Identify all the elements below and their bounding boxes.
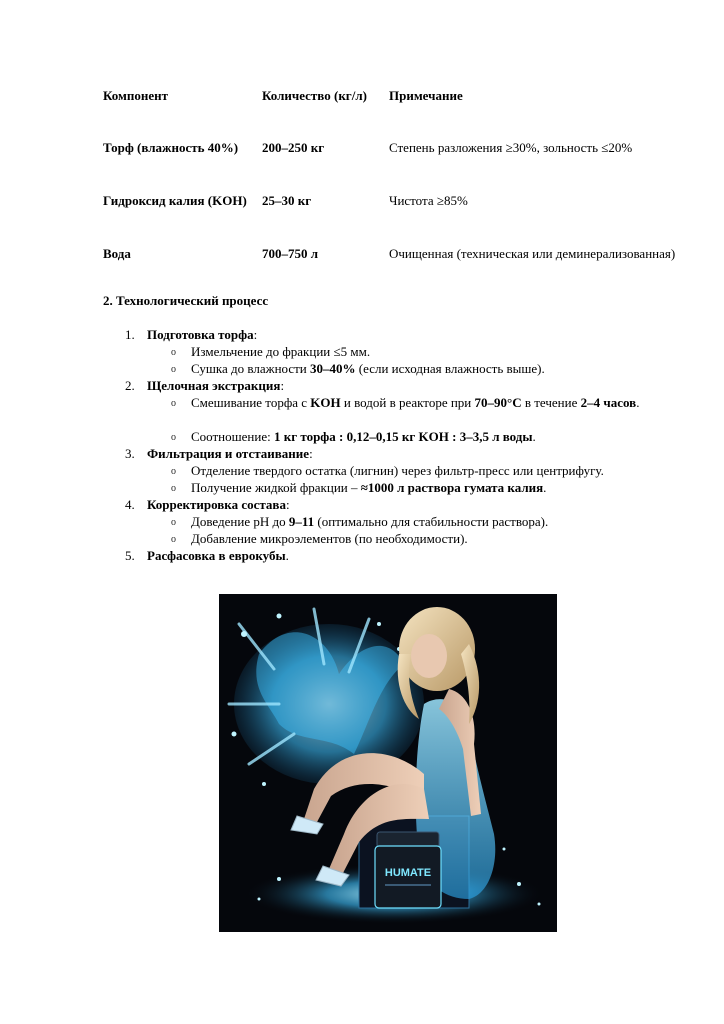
cell-component: Вода (103, 246, 131, 261)
cell-amount: 700–750 л (262, 246, 319, 261)
step-title: Подготовка торфа (147, 327, 254, 342)
face (411, 634, 447, 678)
table-row (103, 176, 679, 226)
header-note: Примечание (389, 88, 463, 103)
cell-note: Чистота ≥85% (389, 193, 468, 208)
step-number: 2. (125, 378, 135, 393)
cell-amount: 200–250 кг (262, 140, 325, 155)
components-table (103, 72, 679, 282)
bullet-circle-icon: o (171, 347, 176, 358)
step-number: 1. (125, 327, 135, 342)
bullet-circle-icon: o (171, 517, 176, 528)
step-number: 5. (125, 548, 135, 563)
step-number: 4. (125, 497, 135, 512)
table-row (103, 120, 679, 176)
document-page: Компонент Количество (кг/л) Примечание Торф (влажность 40%) 200–250 кг Степень разложения ≥30%, зольность ≤20% Гидроксид калия (KOH) 25–30 кг Чистота ≥85% Вода 700–750 л Очищенная (техническая или деминерализованная) 2. Технологический процесс 1. Подготовка торфа: o Измельчение до фракции ≤5 мм. o Сушка до влажности 30–40% (если исходная влажность выше). 2. Щелочная экстракция: o Смешивание торфа с KOH и водой в реакторе при 70–90°C в течение 2–4 часов. o Соотношение: 1 кг торфа : 0,12–0,15 кг KOH : 3–3,5 л воды. 3. Фильтрация и отстаивание: o Отделение твердого остатка (лигнин) через фильтр-пресс или центрифугу. o Получение жидкой фракции – ≈1000 л раствора гумата калия. 4. Корректировка состава: o Доведение pH до 9–11 (оптимально для стабильности раствора). o Добавление микроэлементов (по необходимости). 5. Расфасовка в еврокубы. HUMATE (0, 0, 724, 1024)
step-title: Корректировка состава (147, 497, 286, 512)
product-illustration (219, 594, 557, 932)
jar-label: HUMATE (384, 867, 432, 879)
cell-note: Степень разложения ≥30%, зольность ≤20% (389, 140, 633, 155)
step-title: Щелочная экстракция (147, 378, 281, 393)
cell-note: Очищенная (техническая или деминерализованная) (389, 246, 676, 261)
humate-jar (375, 832, 441, 908)
table-header-row (103, 72, 679, 120)
step-title: Расфасовка в еврокубы (147, 548, 286, 563)
step-title: Фильтрация и отстаивание (147, 446, 310, 461)
bullet-circle-icon: o (171, 534, 176, 545)
header-component: Компонент (103, 88, 169, 103)
cell-component: Гидроксид калия (KOH) (103, 193, 247, 208)
bullet-circle-icon: o (171, 432, 176, 443)
cell-component: Торф (влажность 40%) (103, 140, 239, 155)
section-title: 2. Технологический процесс (103, 293, 269, 308)
bullet-circle-icon: o (171, 483, 176, 494)
humate-ad-image (219, 594, 557, 932)
table-row (103, 226, 679, 282)
bullet-circle-icon: o (171, 398, 176, 409)
step-number: 3. (125, 446, 135, 461)
bullet-circle-icon: o (171, 466, 176, 477)
cell-amount: 25–30 кг (262, 193, 312, 208)
header-amount: Количество (кг/л) (262, 88, 367, 103)
bullet-circle-icon: o (171, 364, 176, 375)
